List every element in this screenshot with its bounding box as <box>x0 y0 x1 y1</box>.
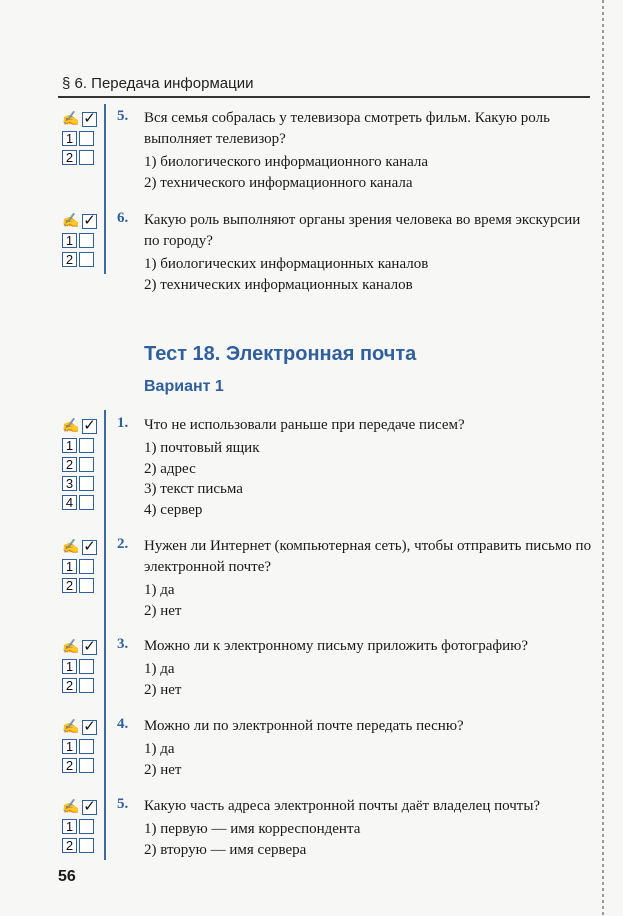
pen-icon: ✍ <box>62 213 80 229</box>
check-box[interactable]: ✓ <box>83 798 96 815</box>
option-number-box: 1 <box>62 819 77 834</box>
section-header: § 6. Передача информации <box>62 75 254 92</box>
options-list <box>144 254 428 295</box>
answer-box[interactable] <box>79 758 94 773</box>
question-text: Какую часть адреса электронной почты даёт владелец почты? <box>144 798 541 814</box>
variant-title: Вариант 1 <box>144 378 224 395</box>
options-list <box>144 152 428 193</box>
option: 2) нет <box>144 681 182 698</box>
options-list <box>144 659 182 700</box>
option-number-box: 1 <box>62 559 77 574</box>
answer-box[interactable] <box>79 150 94 165</box>
check-box[interactable]: ✓ <box>83 538 96 555</box>
question-text: Вся семья собралась у телевизора смотреть фильм. Какую роль выполняет телевизор? <box>144 110 550 147</box>
option: 2) адрес <box>144 460 196 477</box>
answer-controls <box>62 212 97 269</box>
answer-box[interactable] <box>79 838 94 853</box>
pen-icon: ✍ <box>62 539 80 555</box>
option-number-box: 2 <box>62 838 77 853</box>
option: 1) да <box>144 741 175 757</box>
option: 2) вторую — имя сервера <box>144 841 307 858</box>
answer-box[interactable] <box>79 578 94 593</box>
option: 2) нет <box>144 761 182 778</box>
question-number: 3. <box>117 636 129 652</box>
answer-controls <box>62 638 97 695</box>
check-box[interactable]: ✓ <box>83 417 96 434</box>
option: 1) да <box>144 661 175 677</box>
answer-box[interactable] <box>79 659 94 674</box>
options-list <box>144 580 182 621</box>
option: 3) текст письма <box>144 481 243 497</box>
page-edge <box>602 0 604 916</box>
answer-box[interactable] <box>79 476 94 491</box>
option-number-box: 1 <box>62 233 77 248</box>
options-list <box>144 438 260 520</box>
question-text: Можно ли по электронной почте передать песню? <box>144 718 464 734</box>
answer-margin-rule <box>104 104 106 274</box>
option: 2) нет <box>144 602 182 619</box>
option: 1) биологических информационных каналов <box>144 256 429 272</box>
option-number-box: 1 <box>62 659 77 674</box>
answer-box[interactable] <box>79 457 94 472</box>
option-number-box: 2 <box>62 758 77 773</box>
answer-controls <box>62 538 97 595</box>
answer-margin-rule <box>104 410 106 860</box>
pen-icon: ✍ <box>62 719 80 735</box>
option: 1) биологического информационного канала <box>144 154 429 170</box>
check-box[interactable]: ✓ <box>83 638 96 655</box>
answer-box[interactable] <box>79 233 94 248</box>
answer-box[interactable] <box>79 131 94 146</box>
answer-box[interactable] <box>79 739 94 754</box>
option-number-box: 2 <box>62 150 77 165</box>
answer-box[interactable] <box>79 559 94 574</box>
answer-controls <box>62 718 97 775</box>
option-number-box: 1 <box>62 438 77 453</box>
option-number-box: 1 <box>62 131 77 146</box>
answer-box[interactable] <box>79 819 94 834</box>
option-number-box: 2 <box>62 678 77 693</box>
question-number: 1. <box>117 415 129 431</box>
answer-box[interactable] <box>79 438 94 453</box>
answer-controls <box>62 110 97 167</box>
question-number: 6. <box>117 210 129 226</box>
check-box[interactable]: ✓ <box>83 718 96 735</box>
option-number-box: 2 <box>62 578 77 593</box>
pen-icon: ✍ <box>62 639 80 655</box>
answer-box[interactable] <box>79 678 94 693</box>
pen-icon: ✍ <box>62 111 80 127</box>
question-text: Какую роль выполняют органы зрения человека во время экскурсии по городу? <box>144 212 581 249</box>
question-text: Нужен ли Интернет (компьютерная сеть), чтобы отправить письмо по электронной почте? <box>144 538 592 575</box>
option-number-box: 1 <box>62 739 77 754</box>
answer-box[interactable] <box>79 252 94 267</box>
option-number-box: 3 <box>62 476 77 491</box>
question-number: 2. <box>117 536 129 552</box>
test-title: Тест 18. Электронная почта <box>144 343 417 365</box>
check-box[interactable]: ✓ <box>83 212 96 229</box>
question-number: 5. <box>117 796 129 812</box>
answer-controls <box>62 417 97 512</box>
options-list <box>144 739 182 780</box>
pen-icon: ✍ <box>62 418 80 434</box>
option-number-box: 4 <box>62 495 77 510</box>
pen-icon: ✍ <box>62 799 80 815</box>
option-number-box: 2 <box>62 252 77 267</box>
option: 1) да <box>144 582 175 598</box>
option: 4) сервер <box>144 501 203 518</box>
option: 1) первую — имя корреспондента <box>144 821 361 837</box>
option: 2) технического информационного канала <box>144 174 413 191</box>
answer-controls <box>62 798 97 855</box>
question-number: 5. <box>117 108 129 124</box>
question-text: Можно ли к электронному письму приложить фотографию? <box>144 638 528 654</box>
page-number: 56 <box>58 868 76 885</box>
option-number-box: 2 <box>62 457 77 472</box>
answer-box[interactable] <box>79 495 94 510</box>
option: 1) почтовый ящик <box>144 440 260 456</box>
header-rule <box>58 96 590 98</box>
option: 2) технических информационных каналов <box>144 276 413 293</box>
options-list <box>144 819 360 860</box>
question-number: 4. <box>117 716 129 732</box>
check-box[interactable]: ✓ <box>83 110 96 127</box>
question-text: Что не использовали раньше при передаче писем? <box>144 417 465 433</box>
